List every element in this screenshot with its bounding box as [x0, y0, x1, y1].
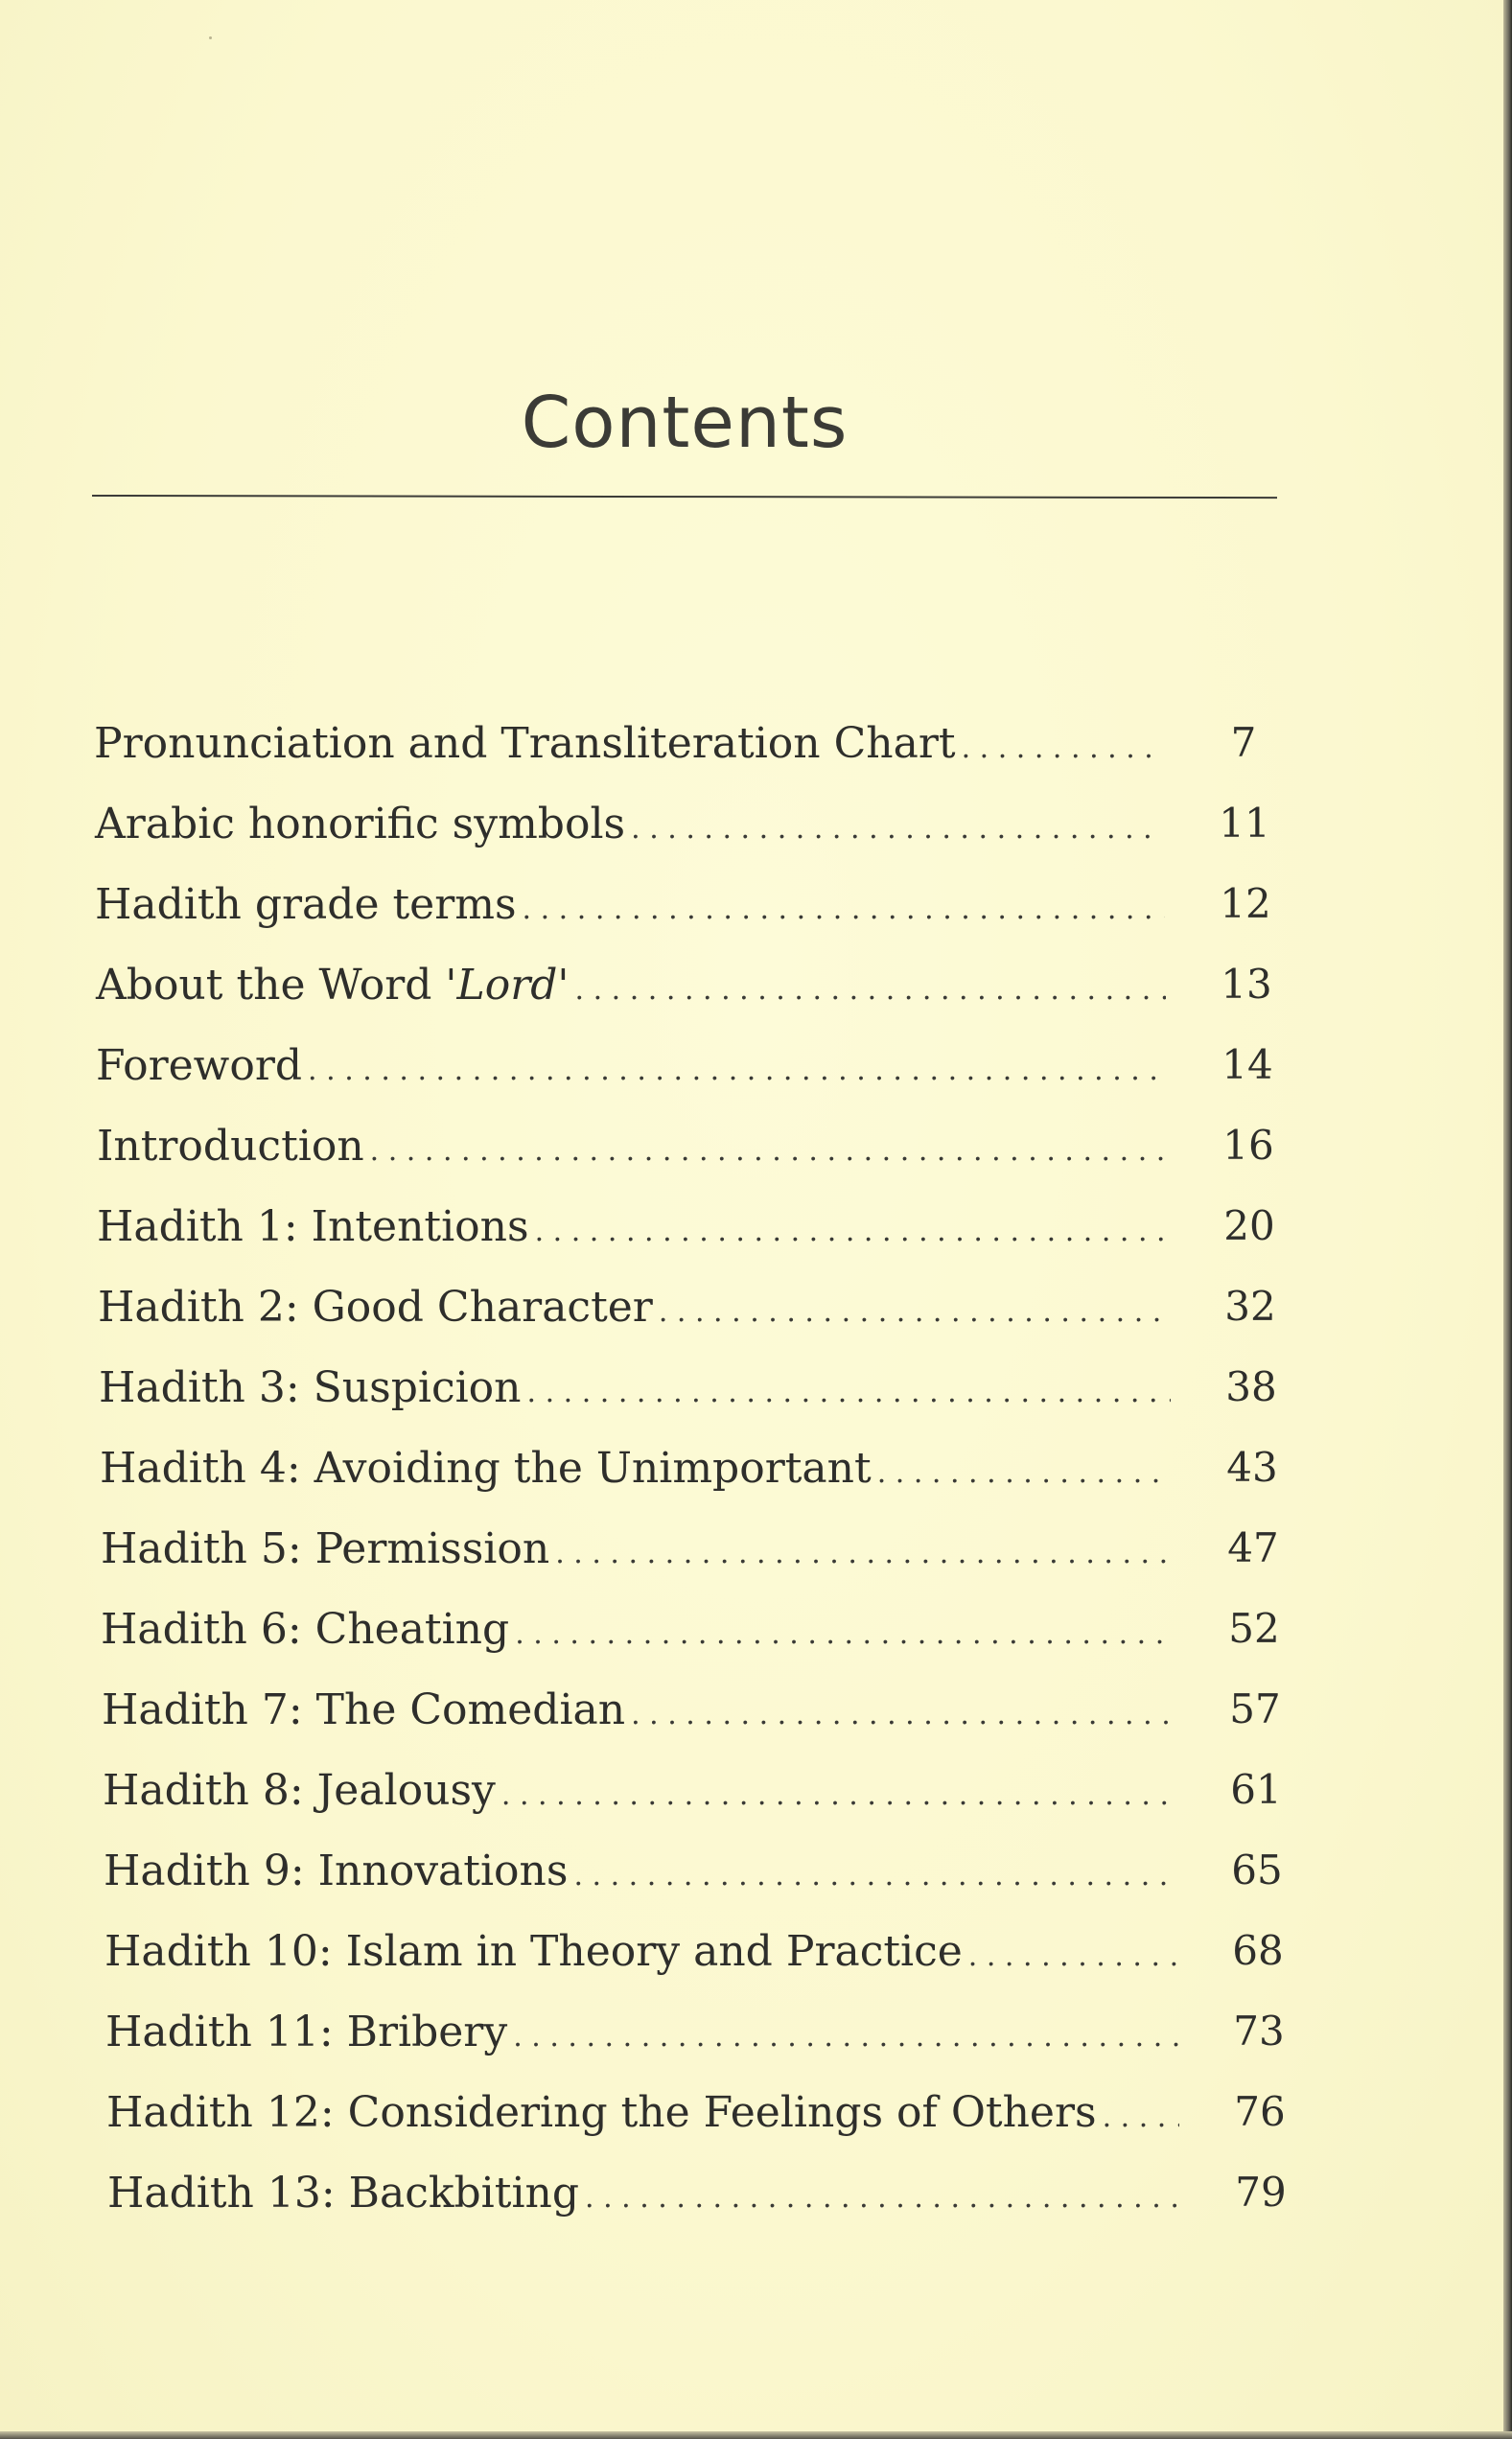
toc-page-number: 68	[1232, 1927, 1284, 1974]
toc-entry	[107, 2165, 1180, 2222]
toc-entry	[106, 2084, 1179, 2142]
toc-entry-title: Hadith 3: Suspicion	[99, 1363, 522, 1412]
toc-entry	[101, 1521, 1173, 1578]
toc-entry-title: Hadith 9: Innovations	[104, 1847, 569, 1895]
toc-page-number: 16	[1222, 1122, 1274, 1169]
toc-entry	[102, 1682, 1175, 1739]
toc-entry-title: Hadith 8: Jealousy	[103, 1766, 496, 1815]
toc-entry-title-text: About the Word	[96, 961, 446, 1010]
toc-leader-dots	[1103, 2089, 1179, 2147]
page-title: Contents	[521, 382, 849, 464]
toc-entry	[94, 715, 1163, 773]
toc-entry	[101, 1601, 1174, 1659]
toc-leader-dots	[573, 1847, 1176, 1905]
toc-leader-dots	[877, 1445, 1172, 1502]
toc-entry-title: Hadith 4: Avoiding the Unimportant	[100, 1444, 872, 1493]
toc-entry	[97, 1198, 1169, 1256]
toc-entry-title	[96, 957, 570, 1014]
toc-entry	[96, 957, 1166, 1014]
toc-entry	[95, 876, 1165, 934]
toc-entry	[97, 1118, 1168, 1175]
toc-page-number: 65	[1231, 1847, 1283, 1893]
toc-page-number: 43	[1226, 1444, 1278, 1491]
toc-entry-title: Hadith 10: Islam in Theory and Practice	[105, 1927, 963, 1976]
toc-leader-dots	[513, 2009, 1178, 2066]
toc-leader-dots	[962, 720, 1163, 778]
toc-entry-title: Hadith 11: Bribery	[105, 2008, 508, 2056]
toc-page-number: 7	[1230, 719, 1257, 766]
toc-page-number: 11	[1219, 800, 1270, 847]
toc-entry-title: Hadith 13: Backbiting	[107, 2169, 580, 2218]
toc-leader-dots	[370, 1123, 1168, 1180]
toc-entry	[98, 1279, 1170, 1336]
toc-entry-title: Foreword	[96, 1041, 303, 1090]
toc-leader-dots	[659, 1284, 1170, 1341]
toc-page-number: 61	[1230, 1766, 1282, 1813]
toc-leader-dots	[968, 1928, 1177, 1986]
toc-entry	[105, 1923, 1177, 1981]
toc-page-number: 20	[1223, 1202, 1275, 1249]
toc-entry-title: Hadith 1: Intentions	[97, 1202, 529, 1251]
toc-entry-title: Hadith 7: The Comedian	[102, 1685, 626, 1734]
toc-page-number: 57	[1229, 1685, 1281, 1732]
toc-leader-dots	[515, 1606, 1174, 1663]
toc-page-number: 32	[1224, 1283, 1276, 1330]
toc-entry	[103, 1762, 1175, 1820]
toc-entry-title: Hadith 2: Good Character	[98, 1283, 653, 1332]
toc-leader-dots	[575, 962, 1166, 1019]
toc-entry-title: Introduction	[97, 1122, 364, 1171]
toc-leader-dots	[501, 1767, 1175, 1824]
toc-page-number: 12	[1220, 880, 1271, 927]
toc-entry-title: Hadith 5: Permission	[101, 1524, 550, 1573]
toc-entry-title: Hadith 12: Considering the Feelings of Others	[106, 2088, 1097, 2137]
page-bottom-shadow	[0, 2431, 1512, 2439]
toc-entry	[104, 1843, 1176, 1900]
toc-page-number: 47	[1227, 1524, 1279, 1571]
toc-page-number: 52	[1228, 1605, 1280, 1652]
toc-entry	[96, 1037, 1167, 1095]
toc-entry-title: Hadith 6: Cheating	[101, 1605, 510, 1654]
toc-leader-dots	[555, 1525, 1173, 1583]
toc-leader-dots	[535, 1203, 1169, 1261]
toc-entry	[105, 2004, 1178, 2061]
toc-leader-dots	[308, 1042, 1167, 1100]
toc-entry	[100, 1440, 1172, 1498]
toc-page-number: 13	[1221, 961, 1272, 1008]
toc-entry	[95, 796, 1164, 853]
toc-entry-title: Hadith grade terms	[95, 880, 517, 929]
toc-entry-title-emphasis: 'Lord'	[445, 961, 570, 1010]
toc-page-number: 79	[1235, 2169, 1287, 2216]
toc-page-number: 76	[1234, 2088, 1286, 2135]
toc-entry-title: Pronunciation and Transliteration Chart	[94, 719, 956, 768]
toc-leader-dots	[631, 801, 1164, 858]
toc-entry-title: Arabic honorific symbols	[95, 800, 626, 848]
toc-page-number: 73	[1233, 2008, 1285, 2055]
toc-entry	[99, 1359, 1171, 1417]
toc-leader-dots	[527, 1364, 1172, 1422]
toc-leader-dots	[585, 2170, 1180, 2227]
toc-page-number: 38	[1225, 1363, 1277, 1410]
toc-leader-dots	[631, 1686, 1175, 1744]
toc-page-number: 14	[1221, 1041, 1273, 1088]
toc-leader-dots	[523, 881, 1165, 939]
page-edge-shadow	[1503, 0, 1512, 2439]
